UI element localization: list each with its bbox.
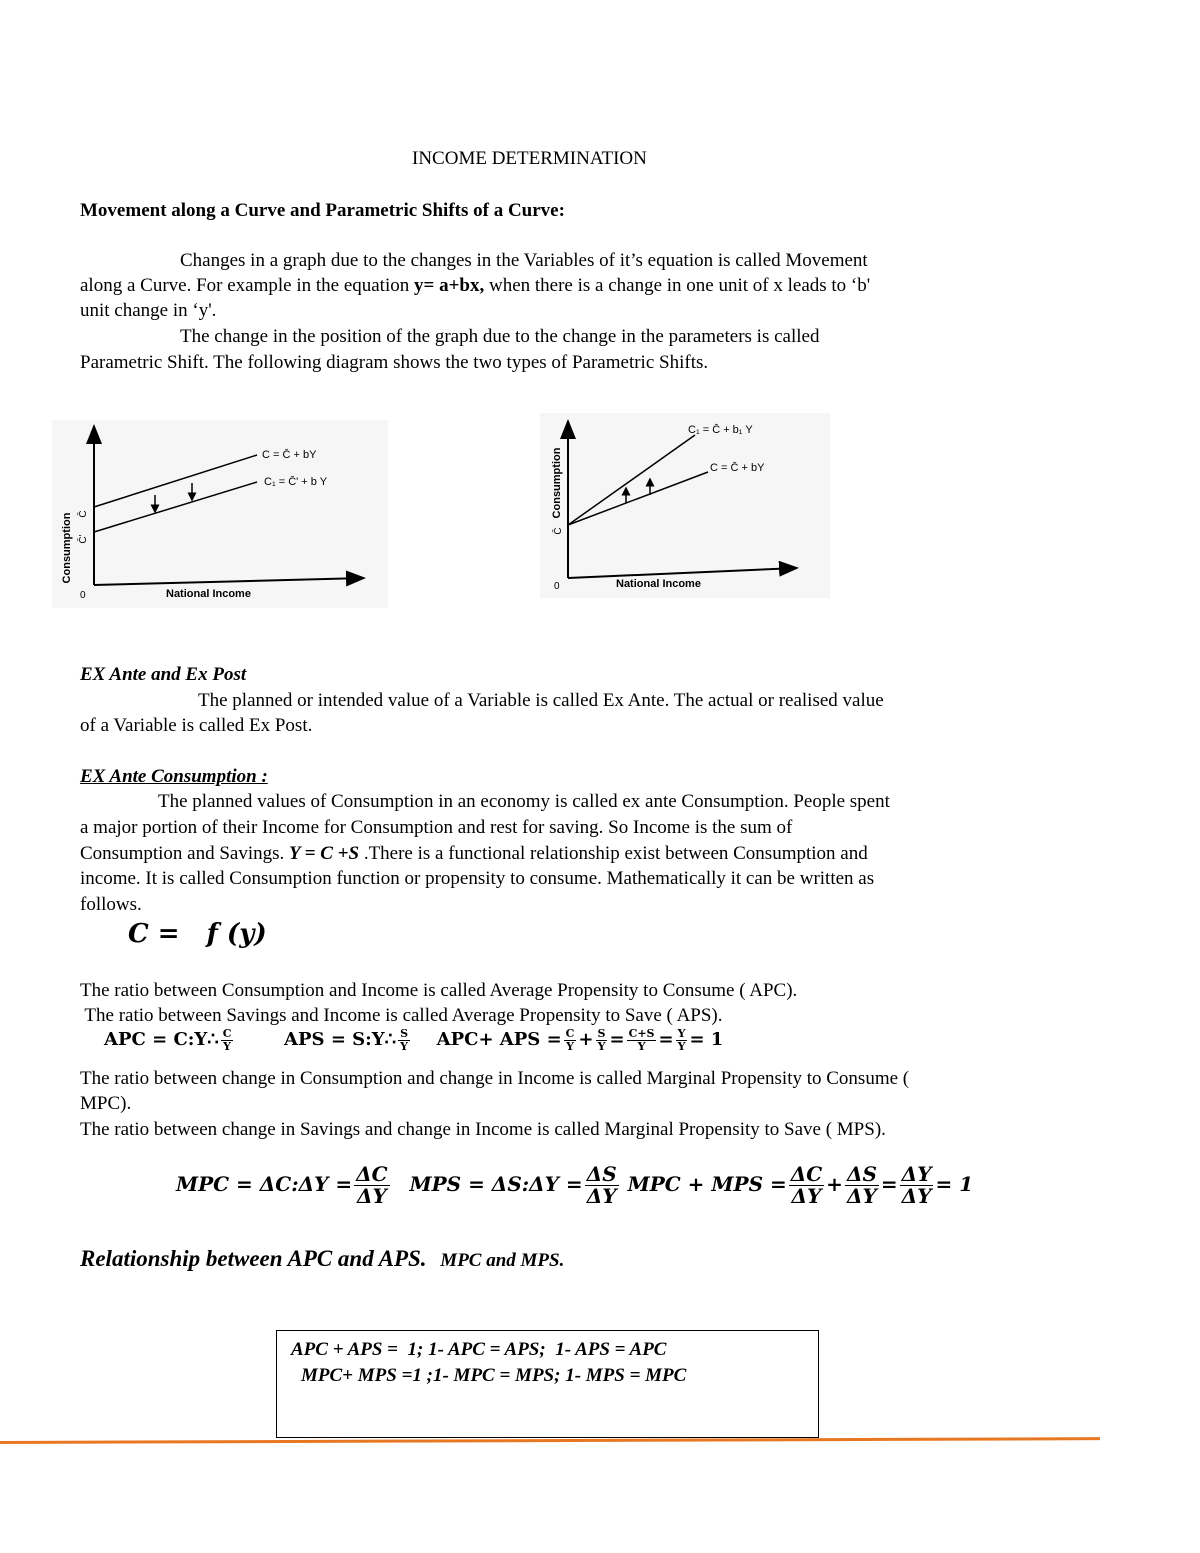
line-c1 [94, 482, 257, 532]
line-c1-label: C₁ = C̄' + b Y [264, 476, 328, 488]
average-propensity-equations: APC = C:Y∴ $\frac{C}{Y}$ APS = S:Y∴ $\frac{S}{Y}$ APC+ APS = $\frac{C}{Y}$ + $\frac{S}{Y}$ = $\frac{C+S}{Y}$ = $\frac{Y}{Y}$ = 1 [104, 1027, 724, 1053]
mpc-definition: The ratio between change in Consumption and change in Income is called Marginal Propensity to Consume ( [80, 1068, 910, 1089]
x-axis [568, 568, 797, 578]
y-axis-label: Consumption [61, 512, 73, 584]
paragraph-line: Consumption and Savings. Y = C +S .There is a functional relationship exist between Consumption and [80, 843, 868, 864]
line-c-label: C = C̄ + bY [262, 449, 317, 461]
aps-definition: The ratio between Savings and Income is called Average Propensity to Save ( APS). [80, 1005, 723, 1026]
intercept-label: C̄ [553, 527, 564, 535]
marginal-propensity-equations: MPC = ΔC:ΔY = $\frac{\Delta C}{\Delta Y}$ MPS = ΔS:ΔY = $\frac{\Delta S}{\Delta Y}$ MPC + MPS = $\frac{\Delta C}{\Delta Y}$ + $\frac{\Delta S}{\Delta Y}$ = $\frac{\Delta Y}{\Delta Y}$ = 1 [176, 1162, 974, 1208]
apc-definition: The ratio between Consumption and Income is called Average Propensity to Consume ( APC). [80, 980, 798, 1001]
shift-diagram-1 [52, 420, 388, 608]
footer-rule [0, 1437, 1100, 1444]
mpc-definition: MPC). [80, 1093, 132, 1114]
relationship-box-line: MPC+ MPS =1 ;1- MPC = MPS; 1- MPS = MPC [301, 1365, 687, 1386]
intercept-label: C̄ [78, 510, 89, 518]
origin-label: 0 [554, 581, 560, 592]
origin-label: 0 [80, 590, 86, 601]
section-heading-movement: Movement along a Curve and Parametric Shifts of a Curve: [80, 200, 565, 221]
line-c [568, 472, 708, 525]
line-c1 [568, 435, 695, 525]
section-heading-ex-ante-consumption: EX Ante Consumption : [80, 766, 268, 787]
paragraph-line: along a Curve. For example in the equation y= a+bx, when there is a change in one unit of x leads to ‘b' [80, 275, 871, 296]
paragraph-line: Changes in a graph due to the changes in the Variables of it’s equation is called Movement [180, 250, 868, 271]
consumption-function-equation: C = f (y) [128, 919, 267, 949]
relationship-heading: Relationship between APC and APS. MPC and MPS. [80, 1246, 565, 1271]
line-c1-label: C₁ = C̄ + b₁ Y [688, 424, 753, 436]
figure-downward-shift [52, 420, 388, 608]
relationship-box-line: APC + APS = 1; 1- APC = APS; 1- APS = APC [291, 1339, 667, 1360]
x-axis-label: National Income [616, 578, 701, 590]
paragraph-line: The change in the position of the graph due to the change in the parameters is called [180, 326, 820, 347]
paragraph-line: of a Variable is called Ex Post. [80, 715, 313, 736]
paragraph-line: The planned values of Consumption in an economy is called ex ante Consumption. People spent [158, 791, 890, 812]
relationship-box [276, 1330, 819, 1438]
paragraph-line: follows. [80, 894, 142, 915]
line-c [94, 455, 257, 507]
intercept-label: C̄' [78, 534, 89, 544]
y-axis-label: Consumption [551, 447, 563, 519]
page-title: INCOME DETERMINATION [412, 148, 647, 169]
paragraph-line: income. It is called Consumption function or propensity to consume. Mathematically it can be written as [80, 868, 875, 889]
paragraph-line: a major portion of their Income for Consumption and rest for saving. So Income is the sum of [80, 817, 793, 838]
x-axis-label: National Income [166, 588, 251, 600]
section-heading-ex-ante-ex-post: EX Ante and Ex Post [80, 664, 247, 685]
figure-slope-shift [540, 413, 830, 598]
mps-definition: The ratio between change in Savings and change in Income is called Marginal Propensity to Save ( MPS). [80, 1119, 886, 1140]
paragraph-line: The planned or intended value of a Variable is called Ex Ante. The actual or realised value [198, 690, 884, 711]
x-axis [94, 578, 364, 585]
paragraph-line: Parametric Shift. The following diagram shows the two types of Parametric Shifts. [80, 352, 709, 373]
paragraph-line: unit change in ‘y'. [80, 300, 217, 321]
line-c-label: C = C̄ + bY [710, 462, 765, 474]
shift-diagram-2 [540, 413, 830, 598]
